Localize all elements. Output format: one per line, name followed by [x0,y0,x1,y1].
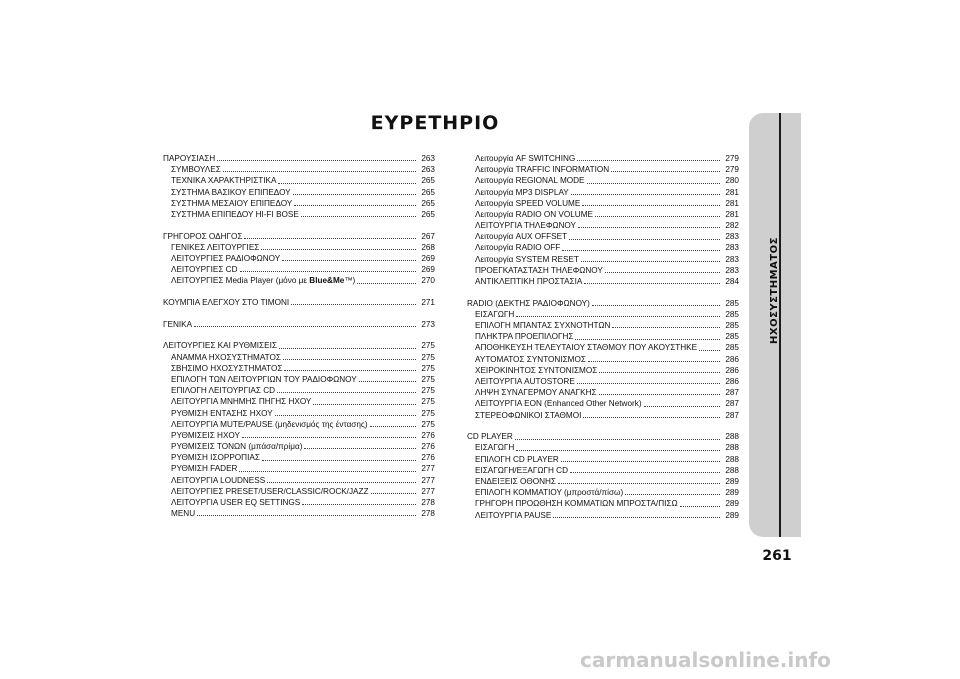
toc-entry-page: 273 [421,319,435,329]
toc-leader-dots [223,170,416,172]
toc-leader-dots [680,505,720,507]
toc-entry[interactable] [163,187,435,198]
toc-leader-dots [282,259,416,261]
toc-entry-label: ΛΕΙΤΟΥΡΓΙΑ ΜΝΗΜΗΣ ΠΗΓΗΣ ΗΧΟΥ [171,397,312,407]
toc-leader-dots [301,215,416,217]
toc-entry-page: 285 [725,298,739,308]
toc-entry-label: ΛΕΙΤΟΥΡΓΙΑ ΤΗΛΕΦΩΝΟΥ [475,221,576,231]
toc-entry[interactable] [467,498,739,509]
toc-entry[interactable] [163,352,435,363]
toc-entry-page: 275 [421,363,435,373]
toc-entry-page: 279 [725,165,739,175]
toc-entry[interactable] [163,419,435,430]
toc-leader-dots [611,170,720,172]
toc-entry-page: 277 [421,464,435,474]
toc-leader-dots [561,460,720,462]
toc-leader-dots [577,159,720,161]
toc-leader-dots [577,382,720,384]
toc-entry-page: 265 [421,209,435,219]
toc-entry[interactable] [467,298,739,309]
toc-entry-page: 279 [725,153,739,163]
toc-entry-page: 282 [725,221,739,231]
toc-leader-dots [699,349,720,351]
toc-entry-page: 284 [725,277,739,287]
toc-entry-page: 268 [421,242,435,252]
toc-entry-label: ΛΕΙΤΟΥΡΓΙΑ MUTE/PAUSE (μηδενισμός της έντασης) [171,419,368,429]
toc-entry-label: ΑΝΤΙΚΛΕΠΤΙΚΗ ΠΡΟΣΤΑΣΙΑ [475,277,583,287]
toc-entry-label: ΑΥΤΟΜΑΤΟΣ ΣΥΝΤΟΝΙΣΜΟΣ [475,354,586,364]
toc-entry-label: MENU [171,509,196,519]
toc-entry-page: 283 [725,243,739,253]
toc-entry-page: 277 [421,475,435,485]
toc-entry[interactable] [163,430,435,441]
toc-left-column [163,153,435,519]
toc-entry[interactable] [467,343,739,354]
toc-leader-dots [359,380,416,382]
side-tab-label-wrap [755,215,795,365]
toc-entry-page: 265 [421,176,435,186]
toc-entry[interactable] [163,464,435,475]
toc-entry-page: 265 [421,187,435,197]
toc-entry-page: 283 [725,232,739,242]
toc-leader-dots [592,304,720,306]
toc-leader-dots [575,338,720,340]
toc-entry-page: 275 [421,374,435,384]
toc-entry[interactable] [163,374,435,385]
toc-entry-label: ΣΥΣΤΗΜΑ ΒΑΣΙΚΟΥ ΕΠΙΠΕΔΟΥ [171,187,291,197]
toc-leader-dots [599,393,720,395]
toc-entry-label: ΛΕΙΤΟΥΡΓΙΕΣ ΡΑΔΙΟΦΩΝΟΥ [171,253,281,263]
toc-entry-page: 270 [421,276,435,286]
toc-entry[interactable] [467,387,739,398]
toc-entry-label: ΕΙΣΑΓΩΓΗ [475,309,515,319]
toc-entry-page: 269 [421,253,435,263]
toc-entry-label: ΓΕΝΙΚΑ [163,319,193,329]
toc-leader-dots [562,249,720,251]
toc-entry-page: 288 [725,443,739,453]
toc-entry[interactable] [467,187,739,198]
toc-entry-page: 287 [725,410,739,420]
toc-leader-dots [644,405,720,407]
toc-entry[interactable] [467,220,739,231]
toc-leader-dots [291,303,416,305]
toc-leader-dots [558,482,720,484]
toc-entry[interactable] [467,365,739,376]
toc-leader-dots [570,471,720,473]
toc-entry-page: 286 [725,377,739,387]
toc-entry-label: ΕΠΙΛΟΓΗ ΜΠΑΝΤΑΣ ΣΥΧΝΟΤΗΤΩΝ [475,321,611,331]
toc-leader-dots [569,238,720,240]
toc-entry-label: ΡΥΘΜΙΣΗ ΙΣΟΡΡΟΠΙΑΣ [171,453,260,463]
side-tab-label: ΗΧΟΣΥΣΤΗΜΑΤΟΣ [769,236,781,344]
toc-entry[interactable] [163,475,435,486]
toc-entry-label: ΑΝΑΜΜΑ ΗΧΟΣΥΣΤΗΜΑΤΟΣ [171,352,281,362]
toc-entry-label: ΛΕΙΤΟΥΡΓΙΑ AUTOSTORE [475,377,575,387]
toc-entry-page: 275 [421,397,435,407]
toc-entry-label: ΡΥΘΜΙΣΗ ΕΝΤΑΣΗΣ ΗΧΟΥ [171,408,273,418]
toc-leader-dots [553,516,720,518]
toc-leader-dots [304,447,416,449]
toc-entry-label: ΕΠΙΛΟΓΗ CD PLAYER [475,454,559,464]
toc-entry-page: 283 [725,265,739,275]
toc-entry-page: 271 [421,298,435,308]
toc-entry-page: 269 [421,265,435,275]
toc-entry-label: ΣΥΜΒΟΥΛΕΣ [171,165,221,175]
toc-entry-label: ΛΕΙΤΟΥΡΓΙΕΣ Media Player (μόνο με Blue&Me™) [171,276,356,286]
toc-entry[interactable] [467,443,739,454]
toc-entry[interactable] [467,153,739,164]
toc-entry-page: 276 [421,430,435,440]
toc-entry-page: 265 [421,198,435,208]
toc-entry[interactable] [163,175,435,186]
toc-entry-label: ΕΠΙΛΟΓΗ ΛΕΙΤΟΥΡΓΙΑΣ CD [171,386,276,396]
toc-leader-dots [283,358,416,360]
toc-entry-label: ΣΤΕΡΕΟΦΩΝΙΚΟΙ ΣΤΑΘΜΟΙ [475,410,582,420]
toc-entry[interactable] [467,320,739,331]
toc-leader-dots [516,315,720,317]
toc-entry-label: RADIO (ΔΕΚΤΗΣ ΡΑΔΙΟΦΩΝΟΥ) [467,298,590,308]
toc-entry[interactable] [467,231,739,242]
watermark: carmanualsonline.info [580,648,831,672]
toc-entry-page: 285 [725,309,739,319]
toc-entry-label: ΡΥΘΜΙΣΕΙΣ ΗΧΟΥ [171,430,240,440]
toc-entry-page: 263 [421,165,435,175]
toc-entry-label: Λειτουργία AUX OFFSET [475,232,568,242]
toc-entry-label: ΛΕΙΤΟΥΡΓΙΕΣ CD [171,265,238,275]
toc-entry-label: ΣΥΣΤΗΜΑ ΜΕΣΑΙΟΥ ΕΠΙΠΕΔΟΥ [171,198,293,208]
toc-entry[interactable] [163,164,435,175]
toc-entry[interactable] [467,487,739,498]
toc-entry-label: ΛΕΙΤΟΥΡΓΙΑ EON (Enhanced Other Network) [475,399,642,409]
toc-leader-dots [278,182,416,184]
toc-entry-page: 289 [725,488,739,498]
toc-entry[interactable] [163,486,435,497]
toc-leader-dots [605,271,720,273]
toc-entry-page: 285 [725,321,739,331]
toc-entry-label: ΣΒΗΣΙΜΟ ΗΧΟΣΥΣΤΗΜΑΤΟΣ [171,363,283,373]
toc-leader-dots [261,248,416,250]
toc-entry-page: 286 [725,365,739,375]
page-title: ΕΥΡΕΤΗΡΙΟ [370,112,500,134]
toc-entry-page: 288 [725,465,739,475]
toc-entry[interactable] [163,153,435,164]
toc-entry-label: ΛΕΙΤΟΥΡΓΙΕΣ ΚΑΙ ΡΥΘΜΙΣΕΙΣ [163,341,277,351]
toc-entry[interactable] [467,164,739,175]
toc-entry[interactable] [163,275,435,286]
toc-entry[interactable] [163,452,435,463]
toc-entry-label: ΠΡΟΕΓΚΑΤΑΣΤΑΣΗ ΤΗΛΕΦΩΝΟΥ [475,265,603,275]
toc-entry[interactable] [467,510,739,521]
toc-entry[interactable] [467,209,739,220]
toc-entry[interactable] [163,198,435,209]
toc-entry[interactable] [467,309,739,320]
toc-entry-page: 276 [421,453,435,463]
toc-entry-label: ΕΠΙΛΟΓΗ ΚΟΜΜΑΤΙΟΥ (μπροστά/πίσω) [475,488,624,498]
toc-entry[interactable] [163,363,435,374]
page-number: 261 [762,548,792,564]
toc-entry-label: ΓΕΝΙΚΕΣ ΛΕΙΤΟΥΡΓΙΕΣ [171,242,260,252]
toc-leader-dots [571,193,720,195]
toc-entry-label: Λειτουργία RADIO ON VOLUME [475,209,594,219]
toc-leader-dots [584,282,720,284]
toc-leader-dots [293,193,416,195]
toc-entry-label: ΛΕΙΤΟΥΡΓΙΑ USER EQ SETTINGS [171,498,301,508]
toc-leader-dots [516,449,720,451]
toc-entry[interactable] [467,175,739,186]
toc-entry-label: ΛΕΙΤΟΥΡΓΙΕΣ PRESET/USER/CLASSIC/ROCK/JAZZ [171,486,369,496]
toc-entry-label: ΠΛΗΚΤΡΑ ΠΡΟΕΠΙΛΟΓΗΣ [475,332,574,342]
toc-leader-dots [582,204,720,206]
toc-entry-label: ΣΥΣΤΗΜΑ ΕΠΙΠΕΔΟΥ HI-FI BOSE [171,209,299,219]
toc-leader-dots [578,226,720,228]
toc-entry[interactable] [163,340,435,351]
toc-entry-page: 283 [725,254,739,264]
toc-leader-dots [302,503,416,505]
toc-entry-page: 277 [421,486,435,496]
toc-entry-page: 287 [725,399,739,409]
toc-entry[interactable] [163,253,435,264]
toc-entry-label: ΓΡΗΓΟΡΗ ΠΡΟΩΘΗΣΗ ΚΟΜΜΑΤΙΩΝ ΜΠΡΟΣΤΑ/ΠΙΣΩ [475,499,678,509]
toc-entry[interactable] [163,396,435,407]
toc-leader-dots [587,182,720,184]
toc-entry-label: ΛΕΙΤΟΥΡΓΙΑ PAUSE [475,510,552,520]
toc-leader-dots [275,414,416,416]
toc-entry-label: ΡΥΘΜΙΣΕΙΣ ΤΟΝΩΝ (μπάσα/πρίμα) [171,442,303,452]
toc-entry[interactable] [467,331,739,342]
toc-entry-page: 275 [421,419,435,429]
toc-entry[interactable] [163,497,435,508]
toc-entry-label: ΠΑΡΟΥΣΙΑΣΗ [163,153,216,163]
toc-entry-page: 275 [421,341,435,351]
toc-leader-dots [599,371,720,373]
toc-leader-dots [262,459,416,461]
toc-entry[interactable] [467,243,739,254]
toc-entry-label: ΕΙΣΑΓΩΓΗ/ΕΞΑΓΩΓΗ CD [475,465,568,475]
toc-entry-label: ΛΗΨΗ ΣΥΝΑΓΕΡΜΟΥ ΑΝΑΓΚΗΣ [475,388,597,398]
toc-entry[interactable] [467,265,739,276]
toc-leader-dots [371,492,416,494]
toc-entry[interactable] [467,410,739,421]
toc-leader-dots [284,369,416,371]
toc-entry[interactable] [163,385,435,396]
toc-entry-label: ΕΠΙΛΟΓΗ ΤΩΝ ΛΕΙΤΟΥΡΓΙΩΝ ΤΟΥ ΡΑΔΙΟΦΩΝΟΥ [171,374,357,384]
toc-entry-page: 275 [421,408,435,418]
toc-entry-label: ΧΕΙΡΟΚΙΝΗΤΟΣ ΣΥΝΤΟΝΙΣΜΟΣ [475,365,598,375]
toc-entry-label: Λειτουργία AF SWITCHING [475,153,576,163]
toc-entry-label: ΤΕΧΝΙΚΑ ΧΑΡΑΚΤΗΡΙΣΤΙΚΑ [171,176,277,186]
toc-entry[interactable] [163,209,435,220]
toc-entry[interactable] [467,398,739,409]
toc-entry[interactable] [467,354,739,365]
toc-leader-dots [279,347,416,349]
toc-entry-page: 276 [421,442,435,452]
toc-leader-dots [197,514,416,516]
toc-leader-dots [217,159,416,161]
toc-leader-dots [239,470,416,472]
toc-entry[interactable] [467,465,739,476]
toc-right-column [467,153,739,521]
toc-leader-dots [583,416,720,418]
toc-entry[interactable] [467,454,739,465]
toc-entry[interactable] [163,231,435,242]
toc-entry-label: ΕΙΣΑΓΩΓΗ [475,443,515,453]
toc-leader-dots [515,438,720,440]
toc-entry-label: ΡΥΘΜΙΣΗ FADER [171,464,238,474]
toc-entry-page: 281 [725,209,739,219]
toc-entry-page: 288 [725,432,739,442]
toc-entry-label: ΑΠΟΘΗΚΕΥΣΗ ΤΕΛΕΥΤΑΙΟΥ ΣΤΑΘΜΟΥ ΠΟΥ ΑΚΟΥΣΤΗΚΕ [475,343,698,353]
toc-leader-dots [294,204,416,206]
toc-entry-page: 287 [725,388,739,398]
toc-leader-dots [588,360,720,362]
toc-entry-page: 288 [725,454,739,464]
toc-entry-page: 280 [725,176,739,186]
toc-entry-label: Λειτουργία SYSTEM RESET [475,254,579,264]
toc-entry-label: Λειτουργία REGIONAL MODE [475,176,585,186]
toc-leader-dots [581,260,720,262]
toc-leader-dots [277,391,416,393]
toc-entry-label: ΕΝΔΕΙΞΕΙΣ ΟΘΟΝΗΣ [475,477,556,487]
toc-entry[interactable] [467,254,739,265]
toc-entry-page: 278 [421,509,435,519]
toc-entry-label: Λειτουργία RADIO OFF [475,243,561,253]
toc-entry-page: 278 [421,498,435,508]
toc-entry-page: 285 [725,332,739,342]
toc-entry[interactable] [163,297,435,308]
toc-entry-label: ΚΟΥΜΠΙΑ ΕΛΕΓΧΟΥ ΣΤΟ ΤΙΜΟΝΙ [163,298,290,308]
toc-leader-dots [313,403,416,405]
toc-entry[interactable] [163,319,435,330]
toc-entry-page: 275 [421,386,435,396]
toc-leader-dots [612,326,720,328]
toc-entry-page: 285 [725,343,739,353]
toc-entry-page: 275 [421,352,435,362]
toc-leader-dots [244,237,416,239]
toc-entry-label: CD PLAYER [467,432,513,442]
toc-entry-page: 289 [725,499,739,509]
toc-entry[interactable] [467,376,739,387]
toc-leader-dots [267,481,416,483]
toc-entry-page: 281 [725,187,739,197]
toc-leader-dots [595,215,720,217]
toc-leader-dots [370,425,416,427]
toc-entry-page: 289 [725,510,739,520]
toc-entry-page: 263 [421,153,435,163]
toc-entry-label: Λειτουργία SPEED VOLUME [475,198,581,208]
toc-entry[interactable] [163,408,435,419]
toc-entry-page: 286 [725,354,739,364]
toc-leader-dots [357,282,416,284]
toc-entry-label: ΛΕΙΤΟΥΡΓΙΑ LOUDNESS [171,475,266,485]
toc-leader-dots [194,325,416,327]
toc-entry-label: ΓΡΗΓΟΡΟΣ ΟΔΗΓΟΣ [163,231,243,241]
toc-entry[interactable] [467,476,739,487]
toc-entry[interactable] [163,242,435,253]
toc-leader-dots [625,493,720,495]
toc-leader-dots [240,270,417,272]
toc-entry-page: 267 [421,231,435,241]
toc-entry[interactable] [467,198,739,209]
toc-entry-label: Λειτουργία MP3 DISPLAY [475,187,569,197]
toc-entry[interactable] [163,508,435,519]
toc-leader-dots [242,436,416,438]
toc-entry-label: Λειτουργία TRAFFIC INFORMATION [475,165,610,175]
toc-entry[interactable] [467,276,739,287]
toc-entry[interactable] [467,431,739,442]
toc-entry[interactable] [163,441,435,452]
toc-entry[interactable] [163,264,435,275]
toc-entry-page: 281 [725,198,739,208]
toc-entry-page: 289 [725,477,739,487]
